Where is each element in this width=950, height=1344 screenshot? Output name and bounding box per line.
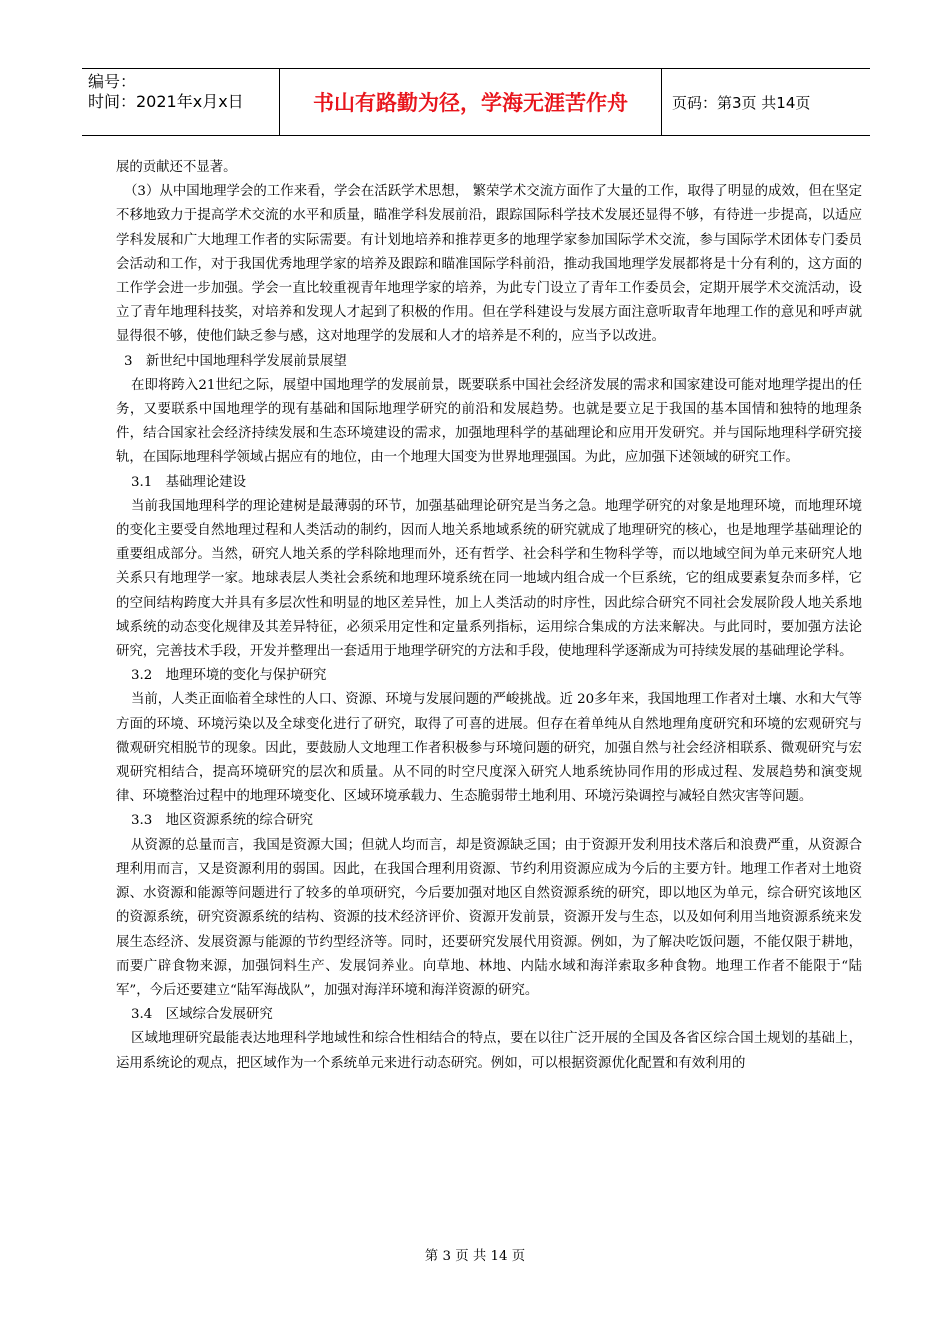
document-date: 时间：2021年x月x日 bbox=[88, 92, 244, 111]
section-heading-3-4: 3.4 区域综合发展研究 bbox=[131, 1007, 273, 1023]
paragraph-outlook: 在即将跨入21世纪之际，展望中国地理学的发展前景，既要联系中国社会经济发展的需求和国家建设可能对地理学提出的任务，又要联系中国地理学的现有基础和国际地理学研究的前沿和发展趋势。也就是要立足于我国的基本国情和独特的地理条件，结合国家社会经济持续发展和生态环境建设的需求，加强地理科学的基础理论和应用开发研究。并与国际地理科学研究接轨，在国际地理科学领域占据应有的地位，由一个地理大国变为世界地理强国。为此，应加强下述领域的研究工作。 bbox=[116, 377, 862, 466]
paragraph-continuation: 展的贡献还不显著。 bbox=[116, 160, 237, 175]
page-header bbox=[82, 68, 870, 136]
document-number: 编号： bbox=[88, 72, 137, 91]
paragraph-resources: 从资源的总量而言，我国是资源大国；但就人均而言，却是资源缺乏国；由于资源开发利用技术落后和浪费严重，从资源合理利用而言，又是资源利用的弱国。因此，在我国合理利用资源、节约利用资源应成为今后的主要方针。地理工作者对土地资源、水资源和能源等问题进行了较多的单项研究，今后要加强对地区自然资源系统的研究，即以地区为单元，综合研究该地区的资源系统，研究资源系统的结构、资源的技术经济评价、资源开发前景，资源开发与生态，以及如何利用当地资源系统来发展生态经济、发展资源与能源的节约型经济等。同时，还要研究发展代用资源。例如，为了解决吃饭问题，不能仅限于耕地，而要广辟食物来源，加强饲料生产、发展饲养业。向草地、林地、内陆水域和海洋索取多种食物。地理工作者不能限于“陆军”，今后还要建立“陆军海战队”，加强对海洋环境和海洋资源的研究。 bbox=[116, 837, 862, 998]
paragraph-society-work: （3）从中国地理学会的工作来看，学会在活跃学术思想， 繁荣学术交流方面作了大量的工作，取得了明显的成效，但在坚定不移地致力于提高学术交流的水平和质量，瞄准学科发展前沿，跟踪国际科学技术发展还显得不够，有待进一步提高，以适应学科发展和广大地理工作者的实际需要。有计划地培养和推荐更多的地理学家参加国际学术交流，参与国际学术团体专门委员会活动和工作，对于我国优秀地理学家的培养及跟踪和瞄准国际学科前沿，推动我国地理学发展都将是十分有利的，这方面的工作学会进一步加强。学会一直比较重视青年地理学家的培养，为此专门设立了青年工作委员会，定期开展学术交流活动，设立了青年地理科技奖，对培养和发现人才起到了积极的作用。但在学科建设与发展方面注意听取青年地理工作的意见和呼声就显得很不够，使他们缺乏参与感，这对地理学的发展和人才的培养是不利的，应当予以改进。 bbox=[116, 184, 862, 345]
section-heading-3-1: 3.1 基础理论建设 bbox=[131, 474, 247, 490]
header-meta bbox=[82, 69, 280, 135]
header-motto: 书山有路勤为径，学海无涯苦作舟 bbox=[280, 69, 662, 135]
section-heading-3: 3 新世纪中国地理科学发展前景展望 bbox=[124, 353, 347, 369]
paragraph-theory: 当前我国地理科学的理论建树是最薄弱的环节，加强基础理论研究是当务之急。地理学研究的对象是地理环境，而地理环境的变化主要受自然地理过程和人类活动的制约，因而人地关系地域系统的研究就成了地理研究的核心，也是地理学基础理论的重要组成部分。当然，研究人地关系的学科除地理而外，还有哲学、社会科学和生物科学等，而以地域空间为单元来研究人地关系只有地理学一家。地球表层人类社会系统和地理环境系统在同一地域内组合成一个巨系统，它的组成要素复杂而多样，它的空间结构跨度大并具有多层次性和明显的地区差异性，加上人类活动的时序性，因此综合研究不同社会发展阶段人地关系地域系统的动态变化规律及其差异特征，必须采用定性和定量系列指标，运用综合集成的方法来解决。与此同时，要加强方法论研究，完善技术手段，开发并整理出一套适用于地理学研究的方法和手段，使地理科学逐渐成为可持续发展的基础理论学科。 bbox=[116, 498, 862, 660]
section-heading-3-3: 3.3 地区资源系统的综合研究 bbox=[131, 813, 313, 829]
document-body bbox=[116, 156, 862, 1076]
section-heading-3-2: 3.2 地理环境的变化与保护研究 bbox=[131, 668, 327, 684]
paragraph-environment: 当前，人类正面临着全球性的人口、资源、环境与发展问题的严峻挑战。近 20多年来，我国地理工作者对土壤、水和大气等方面的环境、环境污染以及全球变化进行了研究，取得了可喜的进展。但存在着单纯从自然地理角度研究和环境的宏观研究与微观研究相脱节的现象。因此，要鼓励人文地理工作者积极参与环境问题的研究，加强自然与社会经济相联系、微观研究与宏观研究相结合，提高环境研究的层次和质量。从不同的时空尺度深入研究人地系统协同作用的形成过程、发展趋势和演变规律、环境整治过程中的地理环境变化、区域环境承载力、生态脆弱带土地利用、环境污染调控与减轻自然灾害等问题。 bbox=[116, 692, 862, 805]
page-footer: 第 3 页 共 14 页 bbox=[424, 1249, 526, 1264]
paragraph-regional: 区域地理研究最能表达地理科学地域性和综合性相结合的特点，要在以往广泛开展的全国及各省区综合国土规划的基础上，运用系统论的观点，把区域作为一个系统单元来进行动态研究。例如，可以根据资源优化配置和有效利用的 bbox=[116, 1031, 862, 1071]
header-page-info: 页码：第3页 共14页 bbox=[672, 93, 811, 112]
